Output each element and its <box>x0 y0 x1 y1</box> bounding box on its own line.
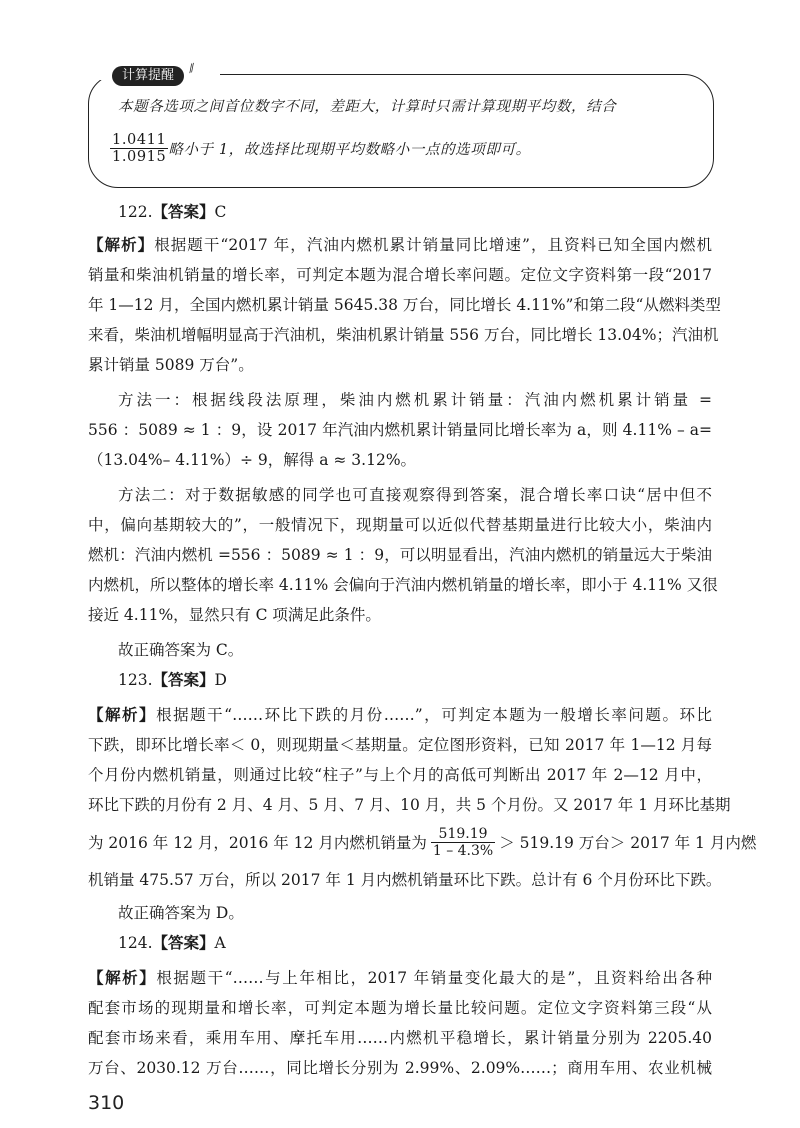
tip-box <box>88 74 714 188</box>
q122-analysis-line5: 累计销量 5089 万台”。 <box>88 356 254 374</box>
q124-analysis-line1 <box>88 968 712 988</box>
q122-method2-line1: 方法二：对于数据敏感的同学也可直接观察得到答案，混合增长率口诀“居中但不 <box>118 486 712 504</box>
tip-text-line1: 本题各选项之间首位数字不同，差距大，计算时只需计算现期平均数，结合 <box>118 99 617 115</box>
q124-answer <box>118 933 712 953</box>
q122-conclusion: 故正确答案为 C。 <box>118 641 244 659</box>
tip-text-line2 <box>110 132 531 165</box>
q123-analysis-line5 <box>88 822 757 862</box>
q122-analysis-line2: 销量和柴油机销量的增长率，可判定本题为混合增长率问题。定位文字资料第一段“2017 <box>88 266 712 284</box>
spark-icon: ⁄⁄ <box>187 61 196 76</box>
q123-mid-pre: 为 2016 年 12 月，2016 年 12 月内燃机销量为 <box>88 834 427 852</box>
q123-analysis-line2: 下跌，即环比增长率＜ 0，则现期量＜基期量。定位图形资料，已知 2017 年 1—12 月每 <box>88 736 712 754</box>
q124-number: 124. <box>118 934 153 952</box>
q122-method2-line4: 内燃机，所以整体的增长率 4.11% 会偏向于汽油内燃机销量的增长率，即小于 4.11% 又很 <box>88 576 718 594</box>
tip-badge: 计算提醒 <box>112 66 184 86</box>
q123-conclusion: 故正确答案为 D。 <box>118 904 244 922</box>
q122-answer <box>118 202 712 222</box>
q123-mid-post: ＞ 519.19 万台＞ 2017 年 1 月内燃 <box>499 834 757 852</box>
q123-analysis-label: 【解析】 <box>88 706 157 724</box>
tip-text-line2-tail: 略小于 1，故选择比现期平均数略小一点的选项即可。 <box>168 142 531 158</box>
q124-analysis-line3: 配套市场来看，乘用车用、摩托车用……内燃机平稳增长，累计销量分别为 2205.40 <box>88 1029 712 1047</box>
q123-fraction-numerator: 519.19 <box>438 825 488 842</box>
q122-method1-line2: 556 ：5089 ≈ 1 ：9，设 2017 年汽油内燃机累计销量同比增长率为 a，则 4.11% – a= <box>88 421 712 439</box>
q123-analysis-line1 <box>88 705 712 725</box>
q123-number: 123. <box>118 671 153 689</box>
q124-analysis-line4: 万台、2030.12 万台……，同比增长分别为 2.99%、2.09%……；商用车用、农业机械 <box>88 1059 712 1077</box>
q123-analysis-line4: 环比下跌的月份有 2 月、4 月、5 月、7 月、10 月，共 5 个月份。又 2017 年 1 月环比基期 <box>88 796 731 814</box>
q122-analysis-line1 <box>88 235 712 255</box>
q124-answer-label: 【答案】 <box>152 934 215 952</box>
q122-analysis-label: 【解析】 <box>88 236 155 254</box>
q122-method1-line1: 方法一：根据线段法原理，柴油内燃机累计销量：汽油内燃机累计销量 = <box>118 391 712 409</box>
q122-number: 122. <box>118 203 153 221</box>
tip-fraction-denominator: 1.0915 <box>112 149 167 165</box>
q123-answer-value: D <box>214 671 227 689</box>
q123-analysis-line3: 个月份内燃机销量，则通过比较“柱子”与上个月的高低可判断出 2017 年 2—12 月中， <box>88 766 712 784</box>
q122-analysis-line4: 来看，柴油机增幅明显高于汽油机，柴油机累计销量 556 万台，同比增长 13.04%；汽油机 <box>88 326 719 344</box>
q123-answer-label: 【答案】 <box>152 671 215 689</box>
q122-method2-line5: 接近 4.11%，显然只有 C 项满足此条件。 <box>88 606 381 624</box>
q122-answer-label: 【答案】 <box>152 203 215 221</box>
q124-analysis-line2: 配套市场的现期量和增长率，可判定本题为增长量比较问题。定位文字资料第三段“从 <box>88 999 712 1017</box>
q124-answer-value: A <box>214 934 226 952</box>
q122-method1-line3: （13.04%– 4.11%）÷ 9，解得 a ≈ 3.12%。 <box>88 451 417 469</box>
q122-method2-line2: 中，偏向基期较大的”，一般情况下，现期量可以近似代替基期量进行比较大小，柴油内 <box>88 516 712 534</box>
tip-fraction <box>110 132 168 165</box>
tip-fraction-numerator: 1.0411 <box>112 132 167 148</box>
q123-analysis-line6: 机销量 475.57 万台，所以 2017 年 1 月内燃机销量环比下跌。总计有 6 个月份环比下跌。 <box>88 871 722 889</box>
q123-text: 根据题干“……环比下跌的月份……”，可判定本题为一般增长率问题。环比 <box>156 706 712 724</box>
q122-answer-value: C <box>214 203 227 221</box>
q122-method2-line3: 燃机：汽油内燃机 =556 ：5089 ≈ 1 ：9，可以明显看出，汽油内燃机的销量远大于柴油 <box>88 546 712 564</box>
q122-text: 根据题干“2017 年，汽油内燃机累计销量同比增速”，且资料已知全国内燃机 <box>154 236 712 254</box>
q123-fraction <box>431 826 495 859</box>
q123-answer <box>118 670 712 690</box>
q124-analysis-label: 【解析】 <box>88 969 157 987</box>
q122-analysis-line3: 年 1—12 月，全国内燃机累计销量 5645.38 万台，同比增长 4.11%”和第二段“从燃料类型 <box>88 296 721 314</box>
q124-text: 根据题干“……与上年相比，2017 年销量变化最大的是”，且资料给出各种 <box>156 969 712 987</box>
page-number: 310 <box>88 1092 125 1114</box>
q123-fraction-denominator: 1 – 4.3% <box>432 842 494 859</box>
